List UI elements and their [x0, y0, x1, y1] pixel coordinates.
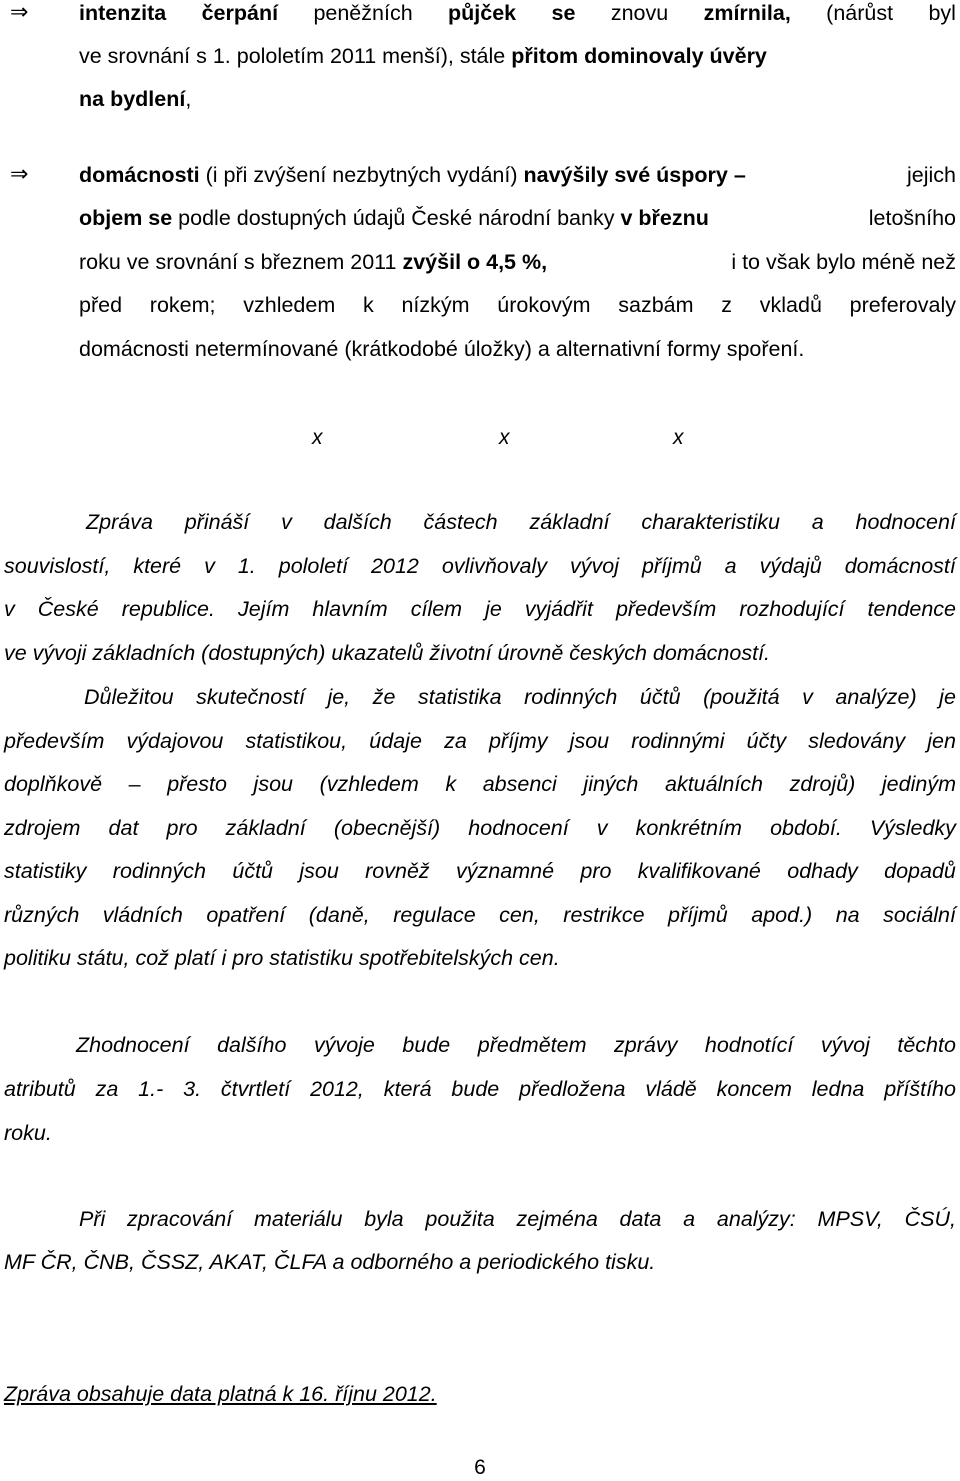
word: v: [281, 510, 292, 534]
word: je,: [327, 685, 351, 709]
word: účty: [746, 729, 787, 753]
word: vývoje: [313, 1033, 375, 1057]
word: částech: [423, 510, 498, 534]
word: údaje: [369, 729, 422, 753]
bullet1-line2: [79, 43, 956, 69]
word: statistikou,: [245, 729, 348, 753]
word: pro: [580, 859, 612, 883]
bullet1-word: (nárůst: [826, 1, 894, 25]
bullet1-line3: [79, 86, 956, 112]
word: různých: [4, 903, 80, 927]
word: pro: [166, 816, 198, 840]
word: Zhodnocení: [76, 1033, 190, 1057]
word: 1.-: [138, 1077, 164, 1101]
word: bude: [451, 1077, 500, 1101]
word: které: [133, 554, 182, 578]
word: za: [444, 729, 467, 753]
word: bude: [402, 1033, 451, 1057]
word: souvislostí,: [4, 554, 111, 578]
word: pololetí: [278, 554, 349, 578]
word: zdrojem: [4, 816, 81, 840]
word: výdajů: [759, 554, 822, 578]
word: dat: [108, 816, 139, 840]
word: jediným: [881, 772, 956, 796]
bullet1-comma: ,: [185, 87, 192, 111]
word: 2012: [371, 554, 419, 578]
bullet1-text: ve srovnání s 1. pololetím 2011 menší), stále: [79, 44, 512, 68]
word: zejména: [516, 1207, 598, 1231]
word: (vzhledem: [319, 772, 419, 796]
word: atributů: [4, 1077, 76, 1101]
bullet-arrow-icon: ⇒: [10, 0, 29, 25]
word: odhady: [787, 859, 858, 883]
word: sociální: [883, 903, 956, 927]
word: rodinných: [524, 685, 618, 709]
word: skutečností: [196, 685, 305, 709]
word: příjmů: [641, 554, 702, 578]
word: zprávy: [614, 1033, 678, 1057]
para4-line1: [79, 1206, 956, 1232]
word: a: [683, 1207, 696, 1231]
bullet1-word: půjček: [448, 1, 517, 25]
word: doplňkově: [4, 772, 103, 796]
bullet1-word: peněžních: [313, 1, 413, 25]
para2-line7: [4, 945, 956, 971]
word: sazbám: [618, 293, 694, 317]
bullet2-text-d: jejich: [907, 163, 956, 187]
bullet1-line1: [79, 0, 956, 26]
bullet1-word: byl: [928, 1, 956, 25]
word: v: [4, 597, 15, 621]
para3-line2: [4, 1076, 956, 1102]
word: Důležitou: [84, 685, 174, 709]
word: rozhodující: [739, 597, 845, 621]
word: že: [372, 685, 396, 709]
word: byla: [364, 1207, 404, 1231]
word: charakteristiku: [641, 510, 780, 534]
word: přináší: [184, 510, 250, 534]
word: koncem: [716, 1077, 792, 1101]
bullet2-line2: [79, 205, 956, 231]
data-validity-note: [4, 1381, 956, 1407]
bullet2-text-letosniho: letošního: [868, 206, 956, 230]
word: přesto: [167, 772, 227, 796]
word: cílem: [410, 597, 463, 621]
bullet1-bold-text: přitom dominovaly úvěry: [511, 44, 767, 68]
para2-line2: [4, 728, 956, 754]
word: v: [204, 554, 215, 578]
bullet1-word: se: [551, 1, 576, 25]
word: v: [802, 685, 813, 709]
para1-line2: [4, 553, 956, 579]
word: výdajovou: [126, 729, 224, 753]
para2-line6: [4, 902, 956, 928]
bullet2-text-roku: roku ve srovnání s březnem 2011: [79, 250, 403, 274]
word: opatření: [206, 903, 286, 927]
word: ovlivňovaly: [441, 554, 548, 578]
word: statistika: [417, 685, 502, 709]
para4-text: MF ČR, ČNB, ČSSZ, AKAT, ČLFA a odborného a periodického tisku.: [4, 1250, 656, 1274]
word: tendence: [867, 597, 956, 621]
word: rovněž: [365, 859, 430, 883]
word: materiálu: [253, 1207, 343, 1231]
word: jiných: [583, 772, 639, 796]
bullet2-line5: [79, 336, 956, 362]
word: a: [811, 510, 824, 534]
word: (daně,: [308, 903, 370, 927]
word: účtů: [232, 859, 273, 883]
word: především: [4, 729, 105, 753]
word: vyjádřit: [524, 597, 593, 621]
para1-line1: [86, 509, 956, 535]
para4-line2: [4, 1249, 956, 1275]
word: je: [939, 685, 956, 709]
word: vládě: [645, 1077, 697, 1101]
bullet2-bold-zvysil: zvýšil o 4,5 %,: [402, 250, 548, 274]
word: hodnocení: [855, 510, 956, 534]
separator-x: x: [312, 426, 323, 449]
word: dopadů: [884, 859, 956, 883]
word: vkladů: [759, 293, 822, 317]
word: použita: [425, 1207, 495, 1231]
word: domácností: [844, 554, 956, 578]
bullet2-text-b: (i při zvýšení nezbytných vydání): [199, 163, 524, 187]
word: regulace: [393, 903, 476, 927]
word: ledna: [811, 1077, 865, 1101]
bullet-arrow-icon: ⇒: [10, 162, 29, 187]
word: těchto: [897, 1033, 956, 1057]
separator-x: x: [499, 426, 510, 449]
word: absenci: [482, 772, 557, 796]
word: zdrojů): [789, 772, 856, 796]
para3-line3: [4, 1120, 956, 1146]
word: vývoj: [570, 554, 619, 578]
word: dalšího: [217, 1033, 287, 1057]
word: příjmy: [488, 729, 548, 753]
word: –: [128, 772, 141, 796]
word: cen,: [499, 903, 540, 927]
word: vývoj: [820, 1033, 870, 1057]
word: jsou: [253, 772, 293, 796]
word: hlavním: [312, 597, 388, 621]
para2-line5: [4, 858, 956, 884]
word: na: [835, 903, 860, 927]
word: předložena: [519, 1077, 626, 1101]
word: Při: [79, 1207, 106, 1231]
para1-text: ve vývoji základních (dostupných) ukazatelů životní úrovně českých domácností.: [4, 641, 771, 665]
word: 2012,: [310, 1077, 364, 1101]
word: Zpráva: [86, 510, 153, 534]
para3-line1: [76, 1032, 956, 1058]
word: příštího: [884, 1077, 956, 1101]
word: je: [485, 597, 502, 621]
word: předmětem: [477, 1033, 587, 1057]
para1-line3: [4, 596, 956, 622]
word: 1.: [237, 554, 256, 578]
word: rokem;: [149, 293, 216, 317]
word: České: [37, 597, 99, 621]
word: významné: [456, 859, 555, 883]
bullet2-bold-brezen: v březnu: [620, 206, 709, 230]
word: vládních: [102, 903, 183, 927]
word: k: [445, 772, 457, 796]
word: 3.: [183, 1077, 202, 1101]
page-number: 6: [474, 1456, 486, 1479]
word: z: [721, 293, 733, 317]
data-validity-text: Zpráva obsahuje data platná k 16. říjnu 2012.: [4, 1382, 437, 1406]
word: sledovány: [808, 729, 906, 753]
bullet2-line3: [79, 249, 956, 275]
para2-line1: [84, 684, 956, 710]
word: (použitá: [703, 685, 780, 709]
word: Výsledky: [869, 816, 956, 840]
bullet1-bold-end: na bydlení: [79, 87, 186, 111]
word: v: [596, 816, 608, 840]
word: která: [383, 1077, 432, 1101]
word: období.: [770, 816, 842, 840]
word: rodinnými: [631, 729, 725, 753]
word: za: [95, 1077, 119, 1101]
word: data: [619, 1207, 662, 1231]
word: dalších: [323, 510, 392, 534]
word: základní: [225, 816, 306, 840]
bullet1-word: zmírnila,: [703, 1, 791, 25]
bullet2-text-line5: domácnosti netermínované (krátkodobé úložky) a alternativní formy spoření.: [79, 337, 805, 361]
bullet2-line1: [79, 162, 956, 188]
bullet2-bold-c: navýšily své úspory –: [523, 163, 746, 187]
word: statistiky: [4, 859, 87, 883]
word: hodnotící: [704, 1033, 794, 1057]
word: základní: [529, 510, 610, 534]
bullet2-text-podle: podle dostupných údajů České národní banky: [172, 206, 621, 230]
word: restrikce: [563, 903, 645, 927]
word: vzhledem: [243, 293, 336, 317]
word: konkrétním: [635, 816, 742, 840]
word: nízkým: [401, 293, 470, 317]
word: před: [79, 293, 123, 317]
para1-line4: [4, 640, 956, 666]
bullet2-bold-a: domácnosti: [79, 163, 200, 187]
bullet1-word: intenzita: [79, 1, 167, 25]
word: (obecnější): [333, 816, 441, 840]
word: jsou: [569, 729, 610, 753]
word: ČSÚ,: [904, 1207, 956, 1231]
word: především: [615, 597, 717, 621]
word: MPSV,: [817, 1207, 883, 1231]
word: účtů: [639, 685, 681, 709]
para2-line4: [4, 815, 956, 841]
word: úrokovým: [497, 293, 591, 317]
word: analýze): [835, 685, 917, 709]
bullet2-line4: [79, 292, 956, 318]
word: příjmů: [668, 903, 728, 927]
word: preferovaly: [849, 293, 956, 317]
word: aktuálních: [664, 772, 763, 796]
bullet2-bold-objem: objem se: [79, 206, 173, 230]
word: apod.): [751, 903, 813, 927]
bullet2-text-mene: i to však bylo méně než: [731, 250, 956, 274]
word: Jejím: [237, 597, 290, 621]
word: kvalifikované: [637, 859, 761, 883]
word: a: [724, 554, 737, 578]
word: jsou: [299, 859, 339, 883]
word: jen: [927, 729, 956, 753]
word: rodinných: [112, 859, 207, 883]
word: zpracování: [127, 1207, 233, 1231]
separator-x: x: [673, 426, 684, 449]
para2-text: politiku státu, což platí i pro statistiku spotřebitelských cen.: [4, 946, 560, 970]
bullet1-word: znovu: [610, 1, 669, 25]
word: republice.: [121, 597, 215, 621]
word: čtvrtletí: [220, 1077, 291, 1101]
para2-line3: [4, 771, 956, 797]
word: analýzy:: [716, 1207, 796, 1231]
para3-text: roku.: [4, 1121, 52, 1145]
word: hodnocení: [468, 816, 569, 840]
bullet1-word: čerpání: [201, 1, 279, 25]
word: k: [362, 293, 374, 317]
